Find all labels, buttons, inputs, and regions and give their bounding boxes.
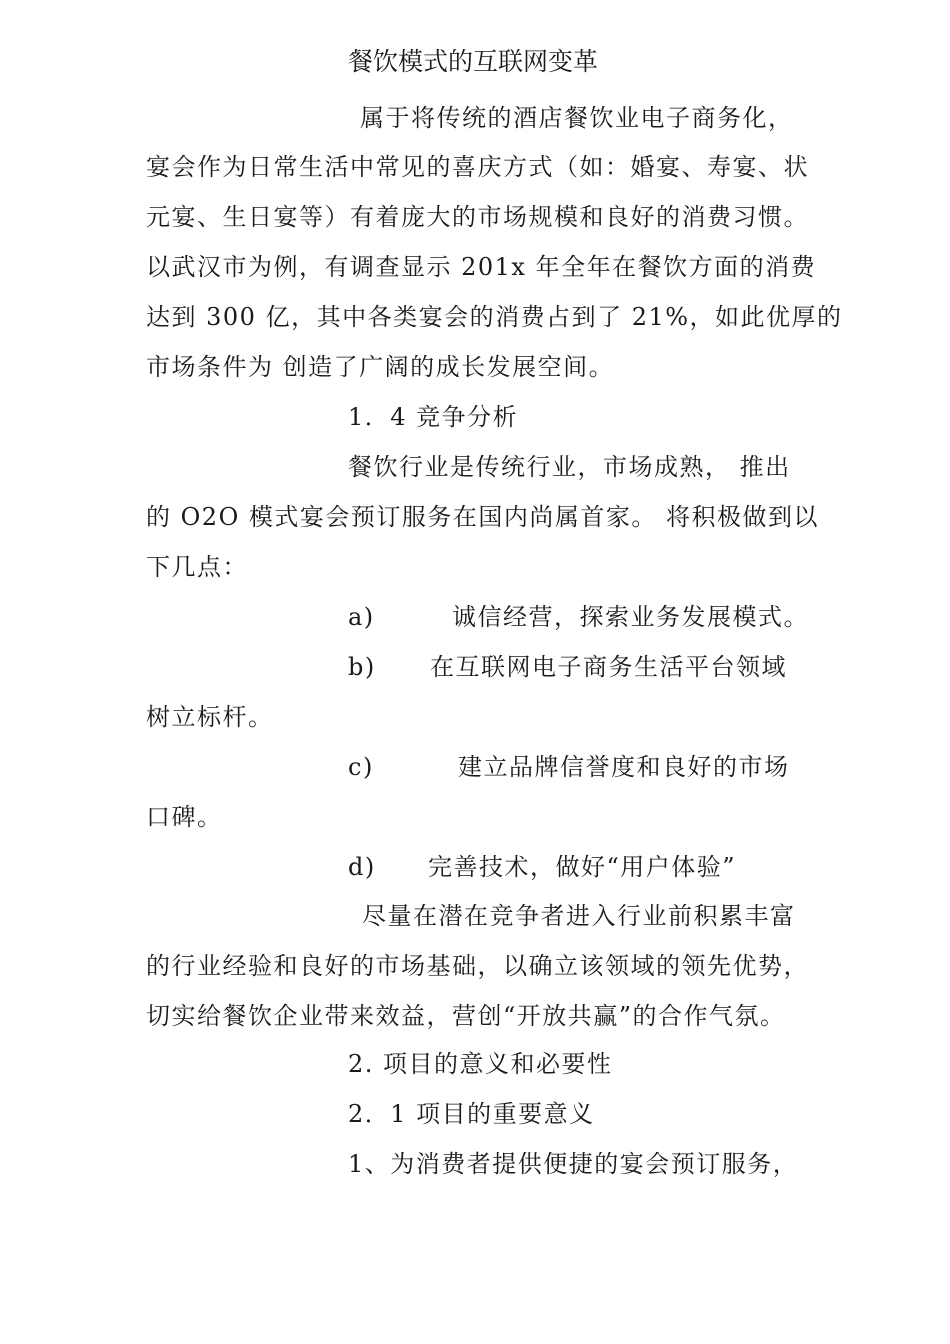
paragraph-line: 切实给餐饮企业带来效益，营创“开放共赢”的合作气氛。 bbox=[146, 1002, 786, 1030]
section-heading: 2. 项目的意义和必要性 bbox=[348, 1050, 613, 1078]
list-item-marker: a) bbox=[348, 603, 375, 631]
paragraph-line: 市场条件为 创造了广阔的成长发展空间。 bbox=[146, 353, 615, 381]
list-item-marker: d) bbox=[348, 853, 376, 881]
paragraph-line: 宴会作为日常生活中常见的喜庆方式（如：婚宴、寿宴、状 bbox=[146, 153, 809, 181]
paragraph-line: 以武汉市为例，有调查显示 201x 年全年在餐饮方面的消费 bbox=[146, 253, 817, 281]
paragraph-line: 下几点： bbox=[146, 553, 248, 581]
paragraph-line: 达到 300 亿，其中各类宴会的消费占到了 21%，如此优厚的 bbox=[146, 303, 843, 331]
list-item-text: 建立品牌信誉度和良好的市场 bbox=[458, 753, 790, 781]
section-heading: 2．1 项目的重要意义 bbox=[348, 1100, 595, 1128]
list-item-text: 诚信经营，探索业务发展模式。 bbox=[452, 603, 809, 631]
list-item-marker: c) bbox=[348, 753, 374, 781]
paragraph-line: 餐饮行业是传统行业，市场成熟， 推出 bbox=[348, 453, 791, 481]
list-item-text: 口碑。 bbox=[146, 803, 223, 831]
paragraph-line: 元宴、生日宴等）有着庞大的市场规模和良好的消费习惯。 bbox=[146, 203, 809, 231]
paragraph-line: 属于将传统的酒店餐饮业电子商务化， bbox=[360, 104, 794, 132]
list-item-text: 完善技术，做好“用户体验” bbox=[428, 853, 737, 881]
paragraph-line: 的行业经验和良好的市场基础，以确立该领域的领先优势， bbox=[146, 952, 809, 980]
paragraph-line: 的 O2O 模式宴会预订服务在国内尚属首家。 将积极做到以 bbox=[146, 503, 820, 531]
section-heading: 1．4 竞争分析 bbox=[348, 403, 519, 431]
list-item-marker: b) bbox=[348, 653, 376, 681]
list-item-text: 树立标杆。 bbox=[146, 703, 274, 731]
paragraph-line: 1、为消费者提供便捷的宴会预订服务， bbox=[348, 1150, 799, 1178]
document-title: 餐饮模式的互联网变革 bbox=[348, 47, 599, 76]
paragraph-line: 尽量在潜在竞争者进入行业前积累丰富 bbox=[362, 902, 796, 930]
list-item-text: 在互联网电子商务生活平台领域 bbox=[430, 653, 787, 681]
